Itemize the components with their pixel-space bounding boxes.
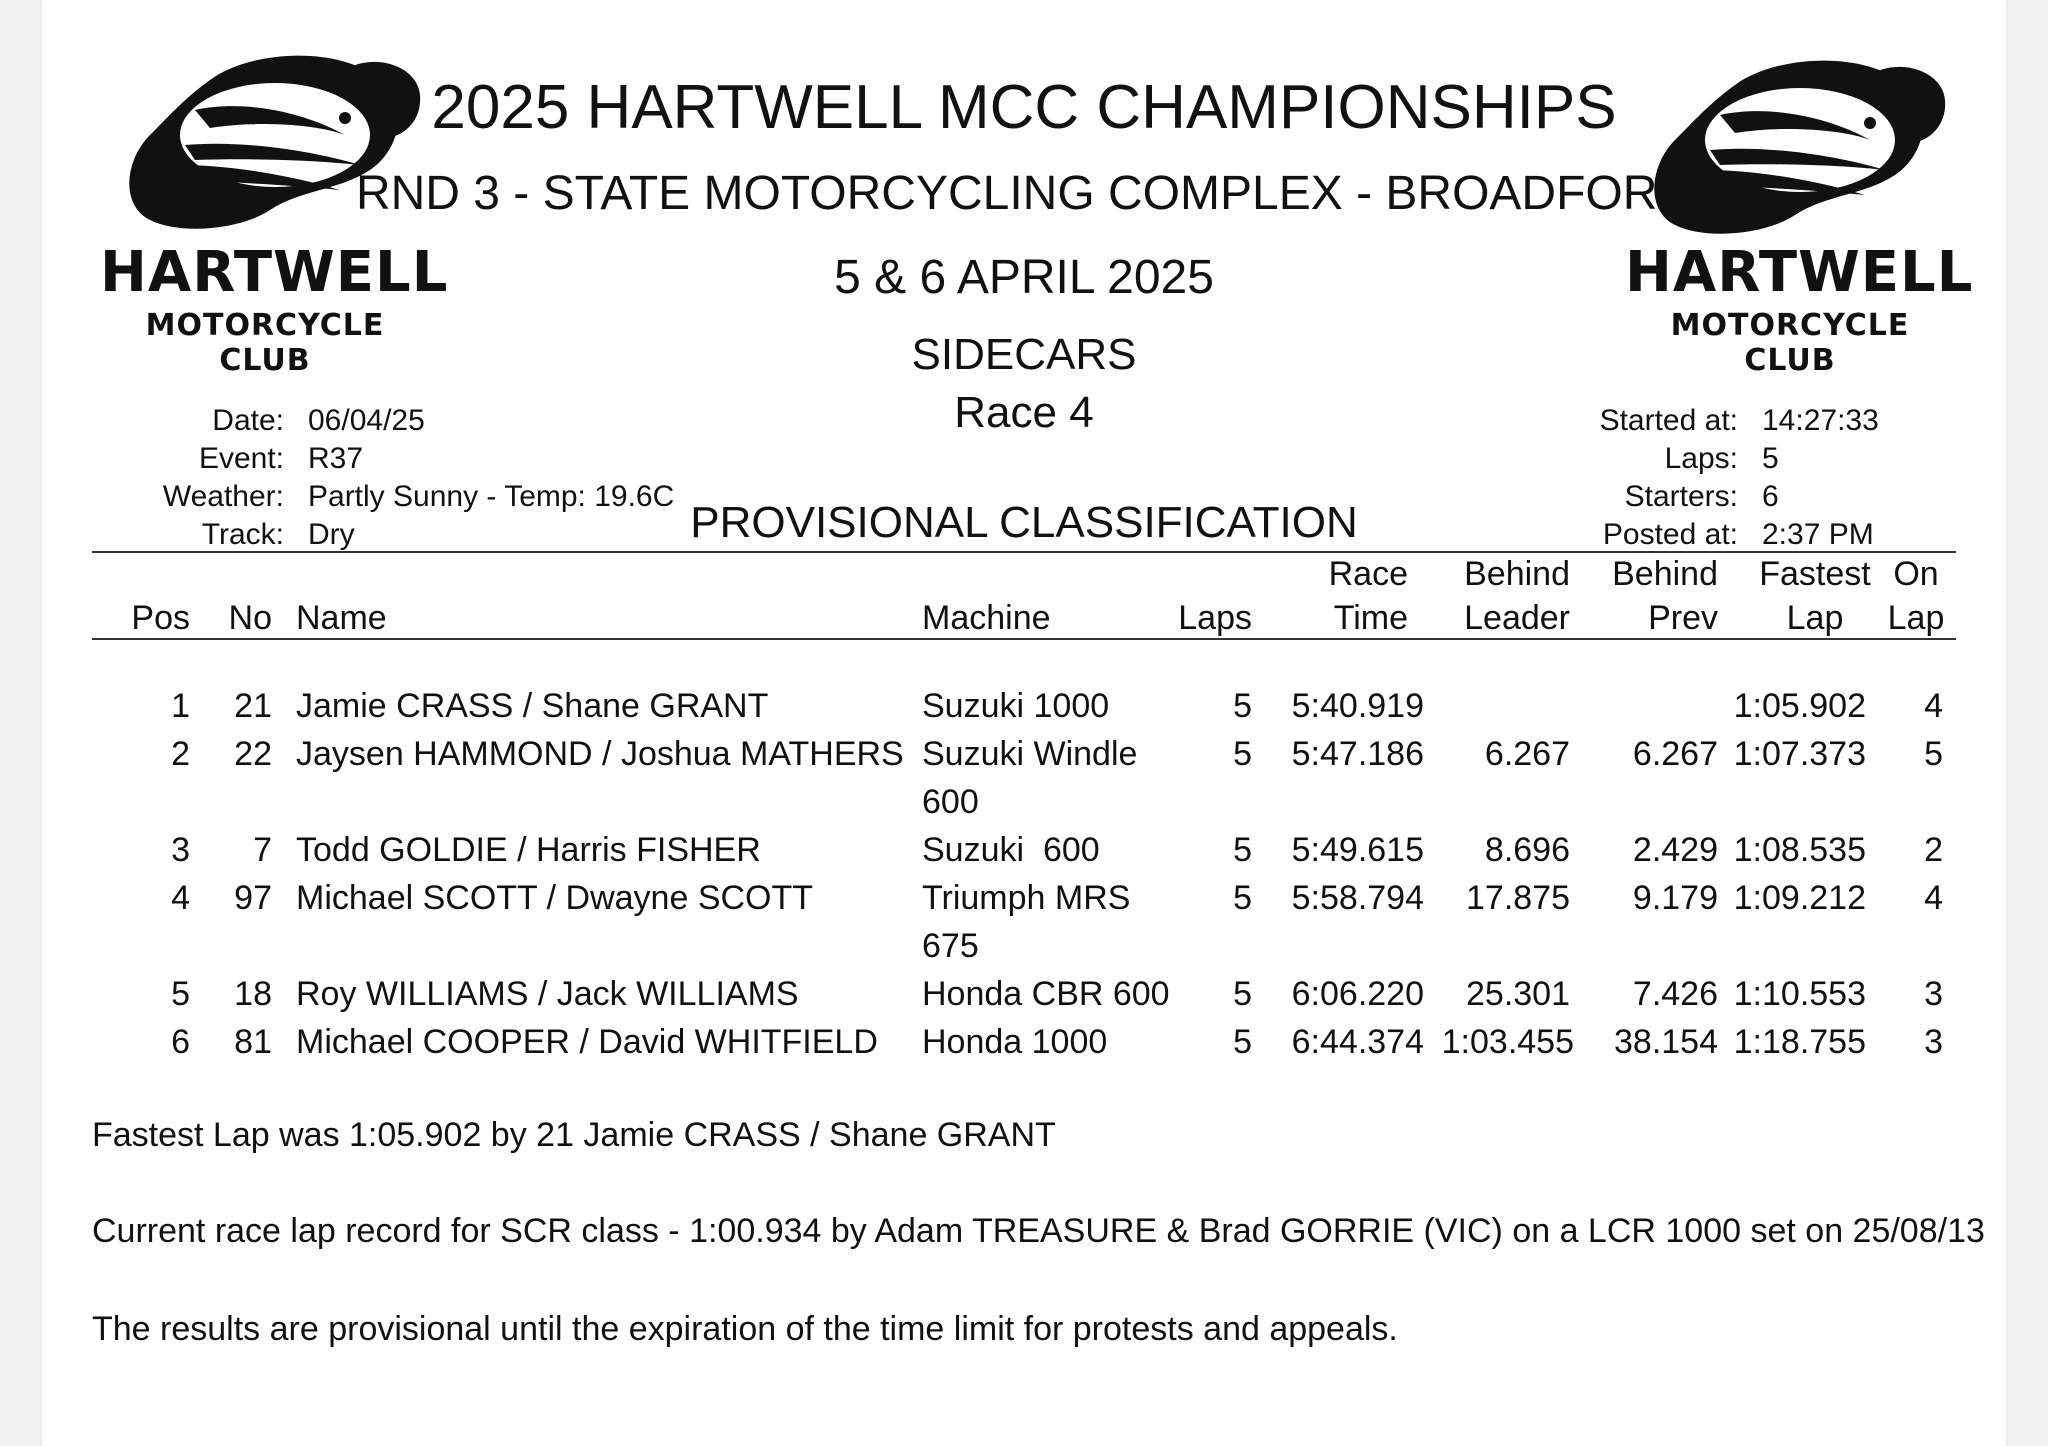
- provisional-disclaimer: The results are provisional until the expiration of the time limit for protests and appeals.: [92, 1310, 1398, 1348]
- meta-event-value: R37: [308, 442, 364, 475]
- row-machine-cont: 675: [922, 927, 979, 965]
- row-no: 97: [234, 879, 272, 917]
- meta-posted-label: Posted at:: [1602, 518, 1738, 551]
- meta-laps-label: Laps:: [1664, 442, 1738, 475]
- row-behind-prev: 38.154: [1614, 1023, 1718, 1061]
- row-machine: Suzuki Windle: [922, 735, 1138, 773]
- row-race-time: 6:06.220: [1291, 975, 1424, 1013]
- row-pos: 3: [171, 831, 190, 869]
- meta-weather-value: Partly Sunny - Temp: 19.6C: [308, 480, 675, 513]
- row-fastest-lap: 1:08.535: [1733, 831, 1866, 869]
- row-on-lap: 2: [1924, 831, 1943, 869]
- logo-title: HARTWELL: [1625, 240, 1974, 305]
- meta-posted-value: 2:37 PM: [1762, 518, 1874, 551]
- row-race-time: 5:58.794: [1291, 879, 1424, 917]
- lap-record-note: Current race lap record for SCR class - 1:00.934 by Adam TREASURE & Brad GORRIE (VIC) on a LCR 1000 set on 25/08/13: [92, 1212, 1985, 1250]
- classification-heading: PROVISIONAL CLASSIFICATION: [690, 498, 1358, 547]
- row-race-time: 5:49.615: [1291, 831, 1424, 869]
- row-on-lap: 4: [1924, 879, 1943, 917]
- col-fastest-lap-top: Fastest: [1759, 555, 1871, 593]
- row-name: Jamie CRASS / Shane GRANT: [296, 687, 769, 725]
- row-machine: Suzuki 1000: [922, 687, 1110, 725]
- col-behind-leader-top: Behind: [1464, 555, 1570, 593]
- event-dates: 5 & 6 APRIL 2025: [834, 251, 1214, 304]
- row-behind-prev: 2.429: [1632, 831, 1718, 869]
- col-pos: Pos: [131, 599, 190, 637]
- row-name: Michael COOPER / David WHITFIELD: [296, 1023, 878, 1061]
- col-race-time-top: Race: [1328, 555, 1408, 593]
- col-machine: Machine: [922, 599, 1051, 637]
- row-fastest-lap: 1:07.373: [1733, 735, 1866, 773]
- row-no: 18: [234, 975, 272, 1013]
- col-behind-prev-top: Behind: [1612, 555, 1718, 593]
- row-behind-prev: 6.267: [1632, 735, 1718, 773]
- col-fastest-lap-bottom: Lap: [1786, 599, 1844, 637]
- meta-track-value: Dry: [308, 518, 355, 551]
- row-name: Jaysen HAMMOND / Joshua MATHERS: [296, 735, 904, 773]
- row-on-lap: 3: [1924, 1023, 1943, 1061]
- row-laps: 5: [1233, 879, 1252, 917]
- meta-track-label: Track:: [201, 518, 284, 551]
- row-behind-prev: 7.426: [1632, 975, 1718, 1013]
- row-fastest-lap: 1:18.755: [1733, 1023, 1866, 1061]
- row-pos: 1: [171, 687, 190, 725]
- row-name: Todd GOLDIE / Harris FISHER: [296, 831, 761, 869]
- row-pos: 6: [171, 1023, 190, 1061]
- logo-subtitle: MOTORCYCLE CLUB: [1670, 308, 1910, 378]
- col-no: No: [228, 599, 272, 637]
- col-race-time-bottom: Time: [1333, 599, 1408, 637]
- round-title: RND 3 - STATE MOTORCYCLING COMPLEX - BROADFORD: [355, 167, 1693, 220]
- row-pos: 4: [171, 879, 190, 917]
- col-laps: Laps: [1178, 599, 1252, 637]
- page-title: 2025 HARTWELL MCC CHAMPIONSHIPS: [431, 73, 1617, 142]
- logo-title: HARTWELL: [100, 240, 449, 305]
- col-behind-leader-bottom: Leader: [1464, 599, 1570, 637]
- row-on-lap: 3: [1924, 975, 1943, 1013]
- row-no: 21: [234, 687, 272, 725]
- row-no: 22: [234, 735, 272, 773]
- row-pos: 5: [171, 975, 190, 1013]
- row-on-lap: 5: [1924, 735, 1943, 773]
- row-race-time: 6:44.374: [1291, 1023, 1424, 1061]
- row-laps: 5: [1233, 1023, 1252, 1061]
- row-race-time: 5:40.919: [1291, 687, 1424, 725]
- row-machine: Suzuki 600: [922, 831, 1100, 869]
- row-laps: 5: [1233, 975, 1252, 1013]
- row-machine: Triumph MRS: [922, 879, 1131, 917]
- row-laps: 5: [1233, 687, 1252, 725]
- row-machine-cont: 600: [922, 783, 979, 821]
- row-behind-leader: 6.267: [1484, 735, 1570, 773]
- row-fastest-lap: 1:05.902: [1733, 687, 1866, 725]
- meta-laps-value: 5: [1762, 442, 1779, 475]
- row-behind-leader: 17.875: [1466, 879, 1570, 917]
- row-machine: Honda 1000: [922, 1023, 1108, 1061]
- meta-event-label: Event:: [198, 442, 284, 475]
- row-laps: 5: [1233, 831, 1252, 869]
- row-no: 7: [253, 831, 272, 869]
- row-behind-leader: 25.301: [1466, 975, 1570, 1013]
- meta-starters-label: Starters:: [1624, 480, 1738, 513]
- row-machine: Honda CBR 600: [922, 975, 1170, 1013]
- row-pos: 2: [171, 735, 190, 773]
- row-on-lap: 4: [1924, 687, 1943, 725]
- fastest-lap-note: Fastest Lap was 1:05.902 by 21 Jamie CRASS / Shane GRANT: [92, 1116, 1056, 1154]
- meta-started-label: Started at:: [1599, 404, 1738, 437]
- row-behind-leader: 8.696: [1484, 831, 1570, 869]
- col-name: Name: [296, 599, 387, 637]
- logo-subtitle: MOTORCYCLE CLUB: [145, 308, 385, 378]
- meta-date-label: Date:: [212, 404, 284, 437]
- row-no: 81: [234, 1023, 272, 1061]
- row-fastest-lap: 1:09.212: [1733, 879, 1866, 917]
- col-behind-prev-bottom: Prev: [1648, 599, 1718, 637]
- row-name: Michael SCOTT / Dwayne SCOTT: [296, 879, 814, 917]
- meta-started-value: 14:27:33: [1762, 404, 1879, 437]
- row-laps: 5: [1233, 735, 1252, 773]
- row-name: Roy WILLIAMS / Jack WILLIAMS: [296, 975, 799, 1013]
- meta-starters-value: 6: [1762, 480, 1779, 513]
- row-race-time: 5:47.186: [1291, 735, 1424, 773]
- col-on-lap-top: On: [1893, 555, 1939, 593]
- row-behind-leader: 1:03.455: [1441, 1023, 1574, 1061]
- class-name: SIDECARS: [911, 330, 1137, 379]
- meta-weather-label: Weather:: [162, 480, 284, 513]
- meta-date-value: 06/04/25: [308, 404, 425, 437]
- race-name: Race 4: [954, 388, 1094, 437]
- row-behind-prev: 9.179: [1632, 879, 1718, 917]
- row-fastest-lap: 1:10.553: [1733, 975, 1866, 1013]
- col-on-lap-bottom: Lap: [1887, 599, 1945, 637]
